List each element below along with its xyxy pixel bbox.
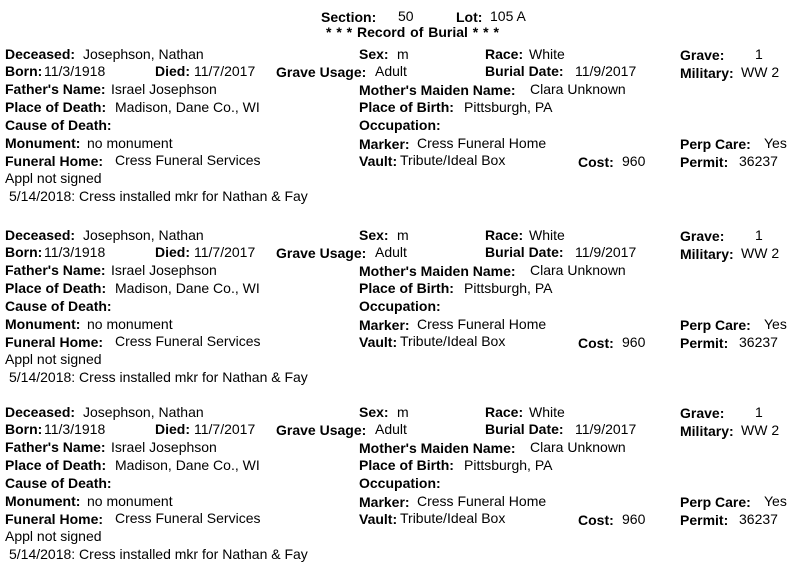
place-of-death-label: Place of Death:	[5, 457, 107, 473]
place-of-birth-label: Place of Birth:	[359, 99, 454, 115]
fathers-name-label: Father's Name:	[5, 262, 106, 278]
race-value: White	[529, 404, 565, 420]
burial-record	[0, 402, 800, 582]
died-value: 11/7/2017	[194, 244, 256, 260]
mothers-maiden-name-value: Clara Unknown	[530, 81, 626, 97]
died-label: Died:	[155, 421, 190, 437]
grave-value: 1	[755, 46, 763, 62]
cost-label: Cost:	[578, 154, 614, 170]
born-label: Born:	[5, 421, 43, 437]
race-label: Race:	[485, 227, 524, 243]
deceased-value: Josephson, Nathan	[83, 404, 204, 420]
military-label: Military:	[680, 65, 734, 81]
deceased-label: Deceased:	[5, 46, 76, 62]
cost-value: 960	[622, 511, 646, 527]
place-of-birth-label: Place of Birth:	[359, 280, 454, 296]
burial-record	[0, 44, 800, 224]
burial-date-label: Burial Date:	[485, 63, 564, 79]
lot-value: 105 A	[490, 8, 526, 24]
place-of-birth-value: Pittsburgh, PA	[464, 457, 553, 473]
marker-value: Cress Funeral Home	[417, 493, 547, 509]
vault-value: Tribute/Ideal Box	[400, 510, 506, 526]
funeral-home-label: Funeral Home:	[5, 334, 104, 350]
deceased-value: Josephson, Nathan	[83, 227, 204, 243]
mothers-maiden-name-label: Mother's Maiden Name:	[359, 440, 516, 456]
monument-label: Monument:	[5, 316, 81, 332]
grave-usage-label: Grave Usage:	[276, 422, 367, 438]
monument-value: no monument	[87, 316, 173, 332]
fathers-name-label: Father's Name:	[5, 439, 106, 455]
grave-label: Grave:	[680, 47, 725, 63]
vault-value: Tribute/Ideal Box	[400, 333, 506, 349]
born-value: 11/3/1918	[44, 421, 106, 437]
race-value: White	[529, 46, 565, 62]
marker-label: Marker:	[359, 317, 410, 333]
place-of-death-value: Madison, Dane Co., WI	[115, 99, 260, 115]
sex-value: m	[397, 46, 409, 62]
cause-of-death-label: Cause of Death:	[5, 117, 112, 133]
place-of-birth-label: Place of Birth:	[359, 457, 454, 473]
monument-label: Monument:	[5, 493, 81, 509]
place-of-birth-value: Pittsburgh, PA	[464, 99, 553, 115]
perp-care-value: Yes	[764, 493, 787, 509]
race-label: Race:	[485, 404, 524, 420]
place-of-death-value: Madison, Dane Co., WI	[115, 457, 260, 473]
vault-value: Tribute/Ideal Box	[400, 152, 506, 168]
mothers-maiden-name-value: Clara Unknown	[530, 439, 626, 455]
military-label: Military:	[680, 246, 734, 262]
burial-date-value: 11/9/2017	[575, 63, 637, 79]
military-value: WW 2	[741, 64, 780, 80]
deceased-label: Deceased:	[5, 227, 76, 243]
marker-value: Cress Funeral Home	[417, 135, 547, 151]
cost-label: Cost:	[578, 335, 614, 351]
monument-value: no monument	[87, 493, 173, 509]
sex-value: m	[397, 404, 409, 420]
cause-of-death-label: Cause of Death:	[5, 475, 112, 491]
note-line-1: Appl not signed	[5, 170, 102, 186]
funeral-home-value: Cress Funeral Services	[115, 333, 261, 349]
funeral-home-value: Cress Funeral Services	[115, 510, 261, 526]
deceased-value: Josephson, Nathan	[83, 46, 204, 62]
grave-value: 1	[755, 404, 763, 420]
lot-label: Lot:	[456, 9, 483, 25]
marker-value: Cress Funeral Home	[417, 316, 547, 332]
note-line-2: 5/14/2018: Cress installed mkr for Nathan & Fay	[9, 369, 308, 385]
deceased-label: Deceased:	[5, 404, 76, 420]
grave-usage-label: Grave Usage:	[276, 64, 367, 80]
died-label: Died:	[155, 63, 190, 79]
permit-label: Permit:	[680, 154, 729, 170]
military-label: Military:	[680, 423, 734, 439]
sex-value: m	[397, 227, 409, 243]
note-line-2: 5/14/2018: Cress installed mkr for Nathan & Fay	[9, 188, 308, 204]
funeral-home-label: Funeral Home:	[5, 153, 104, 169]
born-value: 11/3/1918	[44, 244, 106, 260]
vault-label: Vault:	[359, 511, 398, 527]
grave-usage-value: Adult	[375, 421, 407, 437]
note-line-2: 5/14/2018: Cress installed mkr for Nathan & Fay	[9, 546, 308, 562]
cost-value: 960	[622, 334, 646, 350]
burial-date-value: 11/9/2017	[575, 244, 637, 260]
perp-care-label: Perp Care:	[680, 136, 751, 152]
place-of-death-value: Madison, Dane Co., WI	[115, 280, 260, 296]
grave-usage-value: Adult	[375, 244, 407, 260]
sex-label: Sex:	[359, 46, 389, 62]
funeral-home-value: Cress Funeral Services	[115, 152, 261, 168]
permit-value: 36237	[739, 334, 778, 350]
occupation-label: Occupation:	[359, 298, 441, 314]
grave-usage-value: Adult	[375, 63, 407, 79]
place-of-death-label: Place of Death:	[5, 99, 107, 115]
died-value: 11/7/2017	[194, 63, 256, 79]
died-value: 11/7/2017	[194, 421, 256, 437]
fathers-name-value: Israel Josephson	[111, 262, 217, 278]
vault-label: Vault:	[359, 334, 398, 350]
fathers-name-value: Israel Josephson	[111, 439, 217, 455]
note-line-1: Appl not signed	[5, 528, 102, 544]
cost-value: 960	[622, 153, 646, 169]
grave-usage-label: Grave Usage:	[276, 245, 367, 261]
born-label: Born:	[5, 63, 43, 79]
cost-label: Cost:	[578, 512, 614, 528]
died-label: Died:	[155, 244, 190, 260]
occupation-label: Occupation:	[359, 475, 441, 491]
funeral-home-label: Funeral Home:	[5, 511, 104, 527]
place-of-birth-value: Pittsburgh, PA	[464, 280, 553, 296]
vault-label: Vault:	[359, 153, 398, 169]
monument-label: Monument:	[5, 135, 81, 151]
place-of-death-label: Place of Death:	[5, 280, 107, 296]
burial-date-label: Burial Date:	[485, 421, 564, 437]
sex-label: Sex:	[359, 404, 389, 420]
mothers-maiden-name-label: Mother's Maiden Name:	[359, 263, 516, 279]
perp-care-label: Perp Care:	[680, 317, 751, 333]
race-value: White	[529, 227, 565, 243]
burial-date-label: Burial Date:	[485, 244, 564, 260]
permit-value: 36237	[739, 511, 778, 527]
fathers-name-label: Father's Name:	[5, 81, 106, 97]
marker-label: Marker:	[359, 494, 410, 510]
cause-of-death-label: Cause of Death:	[5, 298, 112, 314]
perp-care-label: Perp Care:	[680, 494, 751, 510]
race-label: Race:	[485, 46, 524, 62]
burial-record	[0, 225, 800, 405]
occupation-label: Occupation:	[359, 117, 441, 133]
sex-label: Sex:	[359, 227, 389, 243]
military-value: WW 2	[741, 245, 780, 261]
monument-value: no monument	[87, 135, 173, 151]
record-title: * * * Record of Burial * * *	[326, 24, 499, 40]
burial-date-value: 11/9/2017	[575, 421, 637, 437]
section-value: 50	[398, 8, 414, 24]
permit-label: Permit:	[680, 335, 729, 351]
permit-value: 36237	[739, 153, 778, 169]
note-line-1: Appl not signed	[5, 351, 102, 367]
grave-label: Grave:	[680, 228, 725, 244]
section-label: Section:	[321, 9, 377, 25]
perp-care-value: Yes	[764, 316, 787, 332]
mothers-maiden-name-value: Clara Unknown	[530, 262, 626, 278]
marker-label: Marker:	[359, 136, 410, 152]
mothers-maiden-name-label: Mother's Maiden Name:	[359, 82, 516, 98]
grave-value: 1	[755, 227, 763, 243]
perp-care-value: Yes	[764, 135, 787, 151]
permit-label: Permit:	[680, 512, 729, 528]
fathers-name-value: Israel Josephson	[111, 81, 217, 97]
military-value: WW 2	[741, 422, 780, 438]
grave-label: Grave:	[680, 405, 725, 421]
born-value: 11/3/1918	[44, 63, 106, 79]
born-label: Born:	[5, 244, 43, 260]
